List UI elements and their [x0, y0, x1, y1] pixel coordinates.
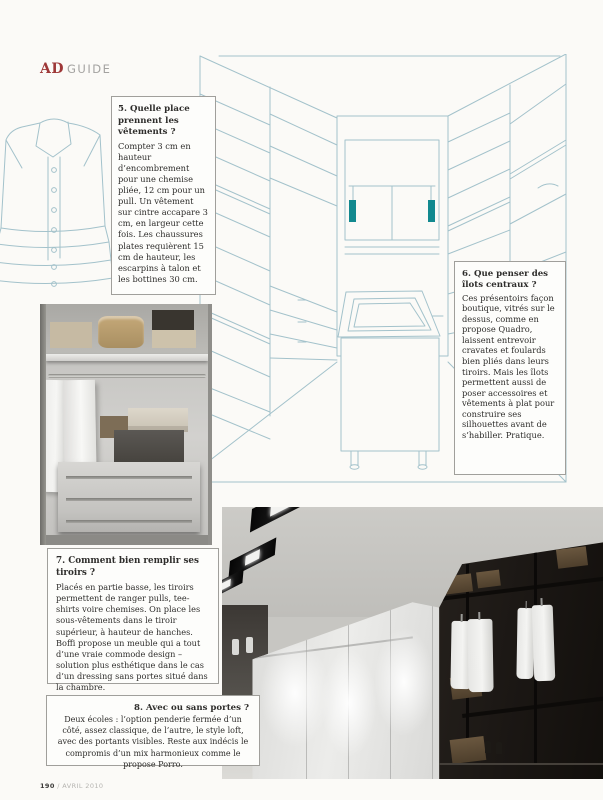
hanging-rail	[48, 374, 206, 378]
logo-ad: AD	[40, 61, 65, 77]
glossy-reflection	[321, 648, 377, 758]
base-line	[439, 763, 603, 765]
light-glint	[245, 549, 261, 566]
photo-base-shadow	[46, 535, 208, 545]
page-number: 190	[40, 782, 55, 790]
door-handle-right	[428, 200, 435, 222]
shelf-rail	[462, 695, 603, 718]
light-box-stack	[128, 408, 188, 432]
door-handle-left	[349, 200, 356, 222]
drawer-unit	[58, 462, 200, 532]
question-8-body: Deux écoles : l’option penderie fermée d’un côté, assez classique, de l’autre, le style loft, avec des portants visibles. Reste aux indécis le compromis d’un mix harmonieux comme le propose Porro.	[57, 715, 249, 769]
drawer-handle	[66, 498, 192, 501]
textbox-question-5	[111, 96, 216, 295]
page-footer	[40, 782, 103, 790]
suitcase	[556, 546, 589, 569]
box	[449, 736, 486, 764]
question-8-heading: 8. Avec ou sans portes ?	[134, 703, 249, 713]
loft-dressing-photo	[222, 507, 603, 779]
question-7-body: Placés en partie basse, les tiroirs permettent de ranger pulls, tee-shirts voire chemises. On place les sous-vêtements dans le tiroir supérieur, à hauteur de hanches. Boffi propose un meuble qui a tout d’une vraie commode design – solution plus esthétique dans le cas d’un dressing sans portes situé dans la chambre.	[56, 581, 208, 693]
question-5-heading: 5. Quelle place prennent les vêtements ?	[118, 104, 190, 138]
hanging-shirt	[467, 618, 493, 692]
round-hat-box	[98, 316, 144, 348]
issue-date: / AVRIL 2010	[57, 782, 104, 790]
textbox-question-8	[46, 695, 260, 769]
drawer-handle	[66, 476, 192, 479]
drawer-handle	[66, 520, 192, 523]
glossy-reflection	[374, 627, 434, 737]
hanging-rod-hook	[538, 184, 558, 188]
central-island-sketch	[338, 291, 440, 469]
question-7-heading: 7. Comment bien remplir ses tiroirs ?	[56, 556, 199, 578]
bottle	[485, 741, 491, 753]
question-6-heading: 6. Que penser des îlots centraux ?	[462, 269, 549, 290]
shelf	[46, 354, 208, 361]
light-glint	[222, 578, 231, 591]
bottle	[496, 742, 502, 754]
closet-frame	[40, 304, 46, 545]
dark-box	[152, 310, 194, 330]
distant-shirt	[246, 637, 253, 653]
grey-box	[114, 430, 184, 462]
folded-shirt-sketch	[0, 110, 114, 306]
magazine-logo	[40, 58, 111, 77]
storage-box	[152, 330, 196, 348]
closet-shelves-photo	[40, 304, 212, 545]
suitcase	[476, 570, 501, 589]
glossy-reflection	[260, 638, 330, 748]
question-5-body: Compter 3 cm en hauteur d’encombrement pour une chemise pliée, 12 cm pour un pull. Un vêtement sur cintre accapare 3 cm, en largeur cette fois. Les chaussures plates requièrent 15 cm de hauteur, les escarpins à talon et les bottines 30 cm.	[118, 140, 208, 284]
distant-shirt	[232, 639, 239, 655]
textbox-question-7	[47, 548, 219, 693]
question-6-body: Ces présentoirs façon boutique, vitrés sur le dessus, comme en propose Quadro, laissent entrevoir cravates et foulards bien pliés dans leurs tiroirs. Mais les îlots permettent aussi de poser accessoires et vêtements à plat pour construire ses silhouettes avant de s’habiller. Pratique.	[462, 292, 555, 440]
logo-guide: GUIDE	[67, 62, 112, 76]
textbox-question-6	[454, 261, 566, 475]
closet-frame	[208, 304, 212, 545]
hanging-shirt	[531, 605, 555, 682]
storage-box	[50, 322, 92, 348]
